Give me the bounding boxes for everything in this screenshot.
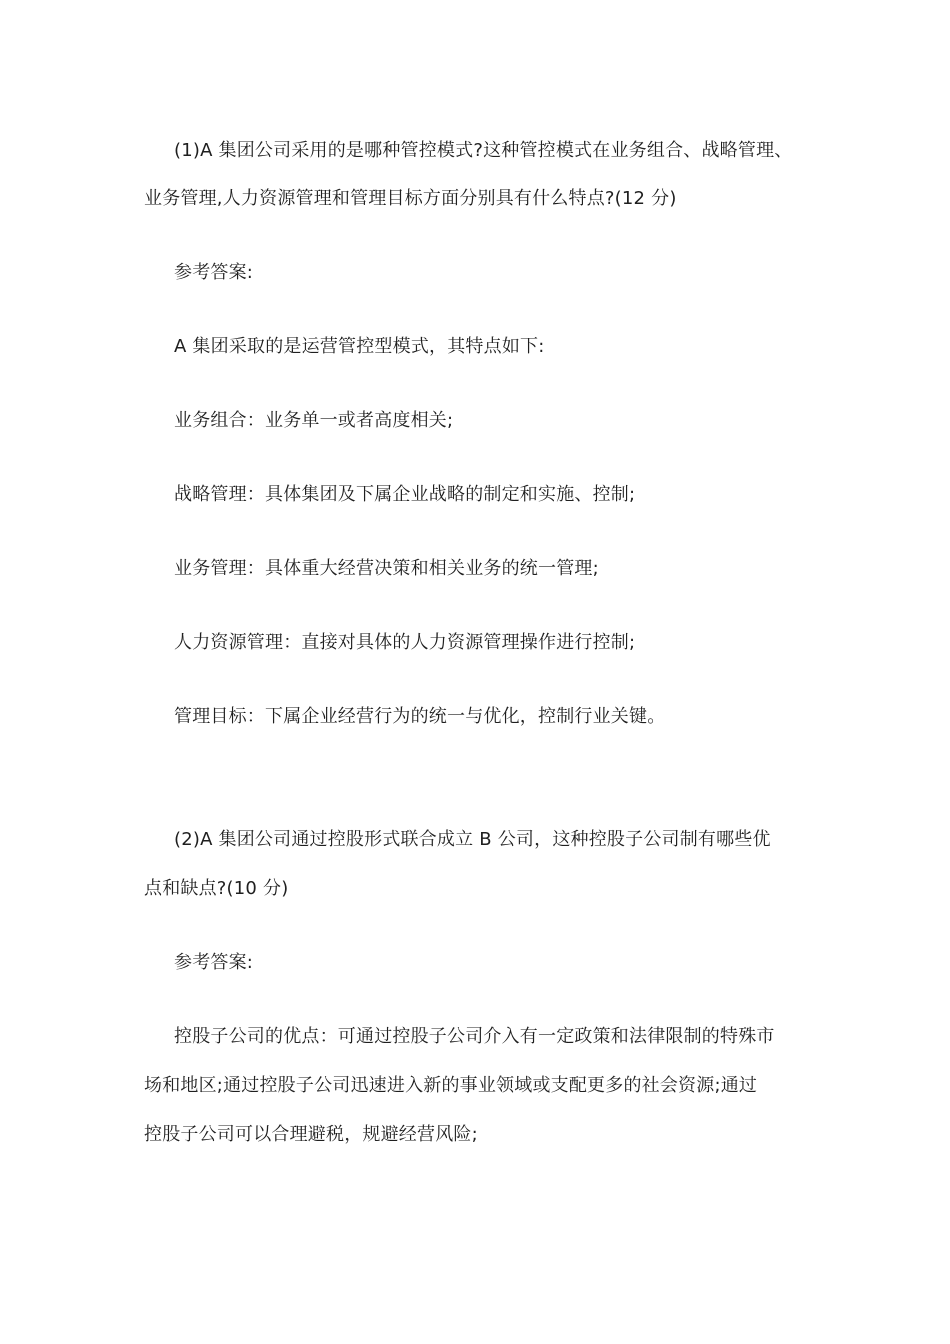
q1-question-line-1: (1)A 集团公司采用的是哪种管控模式?这种管控模式在业务组合、战略管理、 <box>174 140 793 161</box>
q1-point-business-portfolio: 业务组合：业务单一或者高度相关; <box>174 410 454 431</box>
q1-point-business-management: 业务管理：具体重大经营决策和相关业务的统一管理; <box>174 558 599 579</box>
q2-advantages-line-3: 控股子公司可以合理避税，规避经营风险; <box>144 1124 478 1145</box>
q2-answer-label: 参考答案: <box>174 952 254 973</box>
q1-answer-intro: A 集团采取的是运营管控型模式，其特点如下: <box>174 336 545 357</box>
q1-answer-label: 参考答案: <box>174 262 254 283</box>
q1-point-management-goal: 管理目标：下属企业经营行为的统一与优化，控制行业关键。 <box>174 706 666 727</box>
q2-question-line-1: (2)A 集团公司通过控股形式联合成立 B 公司，这种控股子公司制有哪些优 <box>174 829 771 850</box>
q1-point-hr-management: 人力资源管理：直接对具体的人力资源管理操作进行控制; <box>174 632 636 653</box>
q2-advantages-line-2: 场和地区;通过控股子公司迅速进入新的事业领域或支配更多的社会资源;通过 <box>144 1075 758 1096</box>
q1-point-strategy-management: 战略管理：具体集团及下属企业战略的制定和实施、控制; <box>174 484 636 505</box>
q2-question-line-2: 点和缺点?(10 分) <box>144 878 289 899</box>
q2-advantages-line-1: 控股子公司的优点：可通过控股子公司介入有一定政策和法律限制的特殊市 <box>174 1026 775 1047</box>
q1-question-line-2: 业务管理,人力资源管理和管理目标方面分别具有什么特点?(12 分) <box>144 188 677 209</box>
